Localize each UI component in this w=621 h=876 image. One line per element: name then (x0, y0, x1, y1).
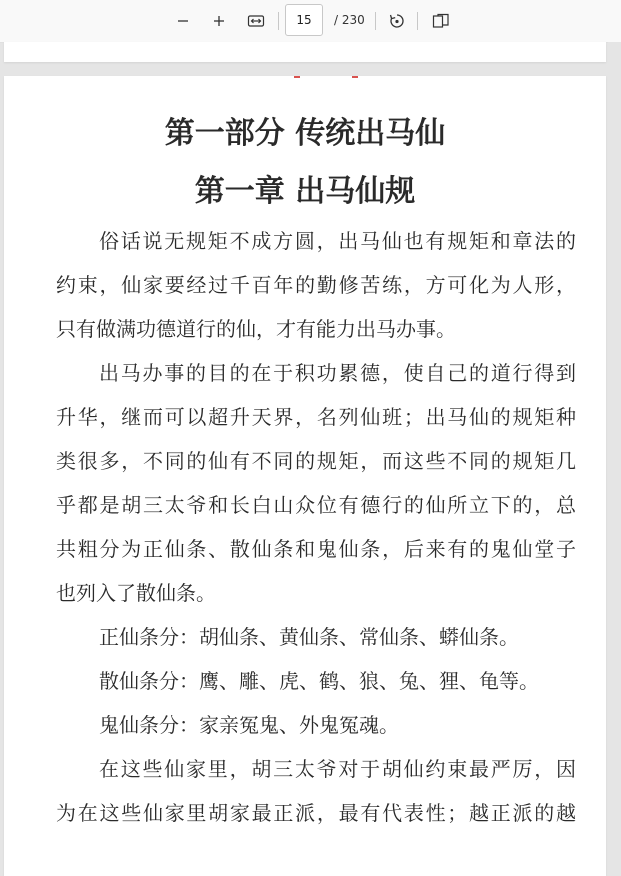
text-line: 鬼仙条分：家亲冤鬼、外鬼冤魂。 (99, 713, 399, 737)
page-number-input[interactable] (285, 4, 323, 36)
page-view-icon (432, 13, 450, 29)
pdf-toolbar (0, 0, 621, 43)
chapter-title: 第一章 出马仙规 (194, 174, 416, 209)
plus-icon (212, 14, 226, 28)
toolbar-divider (375, 12, 376, 30)
pdf-page (4, 76, 606, 876)
minus-icon (176, 14, 190, 28)
text-line: 正仙条分：胡仙条、黄仙条、常仙条、蟒仙条。 (99, 625, 519, 649)
previous-page-edge (4, 42, 606, 62)
rotate-icon (388, 12, 406, 30)
zoom-out-button[interactable] (170, 8, 196, 34)
toolbar-divider (278, 12, 279, 30)
fit-width-button[interactable] (243, 8, 269, 34)
text-line: 也列入了散仙条。 (56, 581, 216, 605)
text-line: 出马办事的目的在于积功累德，使自己的道行得到 (99, 361, 576, 385)
text-line: 乎都是胡三太爷和长白山众位有德行的仙所立下的，总 (56, 493, 576, 517)
zoom-in-button[interactable] (206, 8, 232, 34)
text-line: 类很多，不同的仙有不同的规矩，而这些不同的规矩几 (56, 449, 576, 473)
text-line: 升华，继而可以超升天界，名列仙班；出马仙的规矩种 (56, 405, 576, 429)
toolbar-divider (417, 12, 418, 30)
page-top-mark (294, 76, 300, 78)
text-line: 约束，仙家要经过千百年的勤修苦练，方可化为人形， (56, 273, 576, 297)
text-line: 为在这些仙家里胡家最正派，最有代表性；越正派的越 (56, 801, 576, 825)
text-line: 俗话说无规矩不成方圆，出马仙也有规矩和章法的 (99, 229, 576, 253)
page-total: / 230 (334, 13, 365, 27)
part-title: 第一部分 传统出马仙 (164, 116, 446, 151)
page-view-button[interactable] (428, 8, 454, 34)
text-line: 只有做满功德道行的仙，才有能力出马办事。 (56, 317, 456, 341)
vertical-scrollbar[interactable] (608, 42, 621, 855)
text-line: 散仙条分：鹰、雕、虎、鹤、狼、兔、狸、龟等。 (99, 669, 539, 693)
page-top-mark (352, 76, 358, 78)
rotate-button[interactable] (384, 8, 410, 34)
text-line: 共粗分为正仙条、散仙条和鬼仙条，后来有的鬼仙堂子 (56, 537, 576, 561)
fit-width-icon (247, 14, 265, 28)
text-line: 在这些仙家里，胡三太爷对于胡仙约束最严厉，因 (99, 757, 576, 781)
